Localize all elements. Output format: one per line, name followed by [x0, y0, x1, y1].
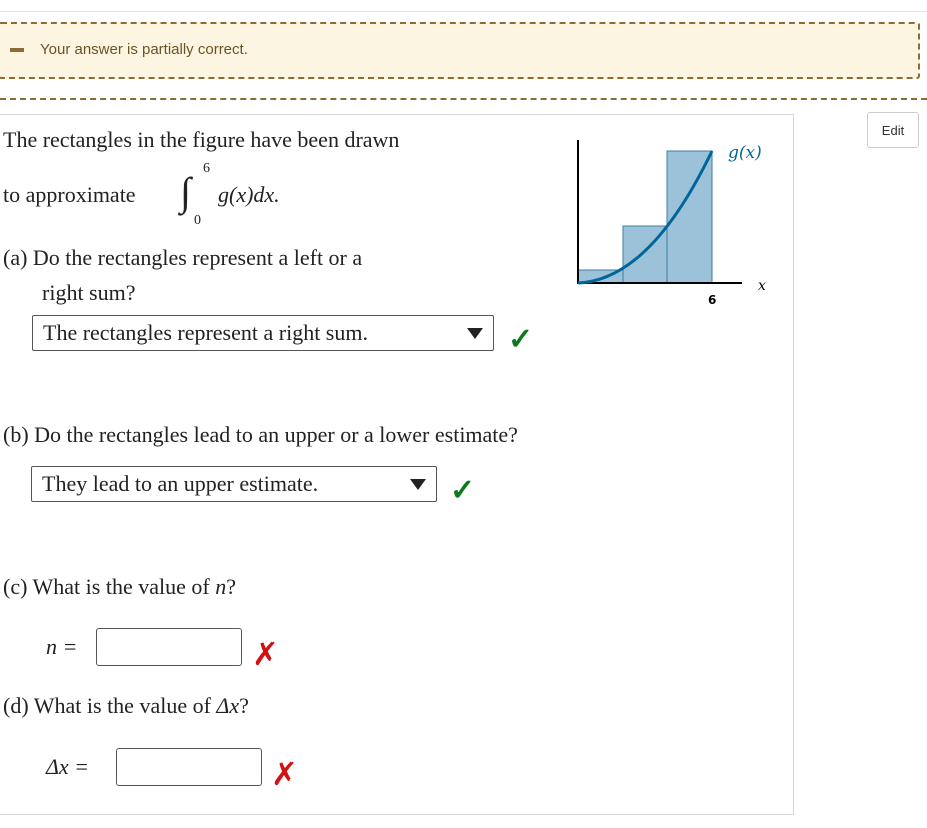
divider [0, 11, 927, 12]
cross-icon: ✗ [252, 635, 279, 673]
integral-lower: 0 [194, 213, 201, 228]
integral-sign: ∫ [180, 169, 191, 214]
check-icon: ✓ [450, 473, 476, 508]
integrand: g(x)dx. [218, 182, 280, 207]
partial-icon [10, 48, 24, 52]
dx-input[interactable] [116, 748, 262, 786]
part-b-dropdown[interactable] [31, 466, 437, 502]
dropdown-arrow-icon [467, 328, 483, 339]
cross-icon: ✗ [271, 755, 298, 793]
tick-6: 6 [708, 293, 717, 307]
variable: n [215, 574, 227, 599]
intro-line2: to approximate [3, 182, 136, 207]
dx-label: Δx = [46, 754, 90, 779]
question-text: ? [226, 574, 236, 599]
n-label: n = [46, 634, 78, 659]
variable: Δx [216, 693, 240, 718]
part-a-question-2: right sum? [42, 280, 136, 305]
question-text: (d) What is the value of [3, 693, 217, 718]
part-a-answer: The rectangles represent a right sum. [43, 320, 368, 345]
question-text: ? [239, 693, 249, 718]
divider [0, 98, 927, 100]
part-b-question: (b) Do the rectangles lead to an upper or a lower estimate? [3, 422, 518, 447]
feedback-banner [0, 22, 920, 79]
part-c-question [3, 574, 236, 600]
dropdown-arrow-icon [410, 479, 426, 490]
check-icon: ✓ [508, 322, 534, 357]
riemann-graph [560, 130, 800, 320]
part-d-question [3, 693, 249, 719]
curve-label: g(x) [728, 143, 762, 163]
part-b-answer: They lead to an upper estimate. [42, 471, 319, 496]
integral-upper: 6 [203, 161, 210, 176]
n-input[interactable] [96, 628, 242, 666]
part-a-dropdown[interactable] [32, 315, 494, 351]
feedback-text: Your answer is partially correct. [40, 41, 248, 58]
edit-button[interactable]: Edit [867, 112, 919, 148]
x-axis-label: x [758, 278, 766, 294]
intro-line1: The rectangles in the figure have been drawn [3, 127, 400, 152]
part-a-question: (a) Do the rectangles represent a left or a [3, 245, 363, 270]
question-text: (c) What is the value of [3, 574, 216, 599]
